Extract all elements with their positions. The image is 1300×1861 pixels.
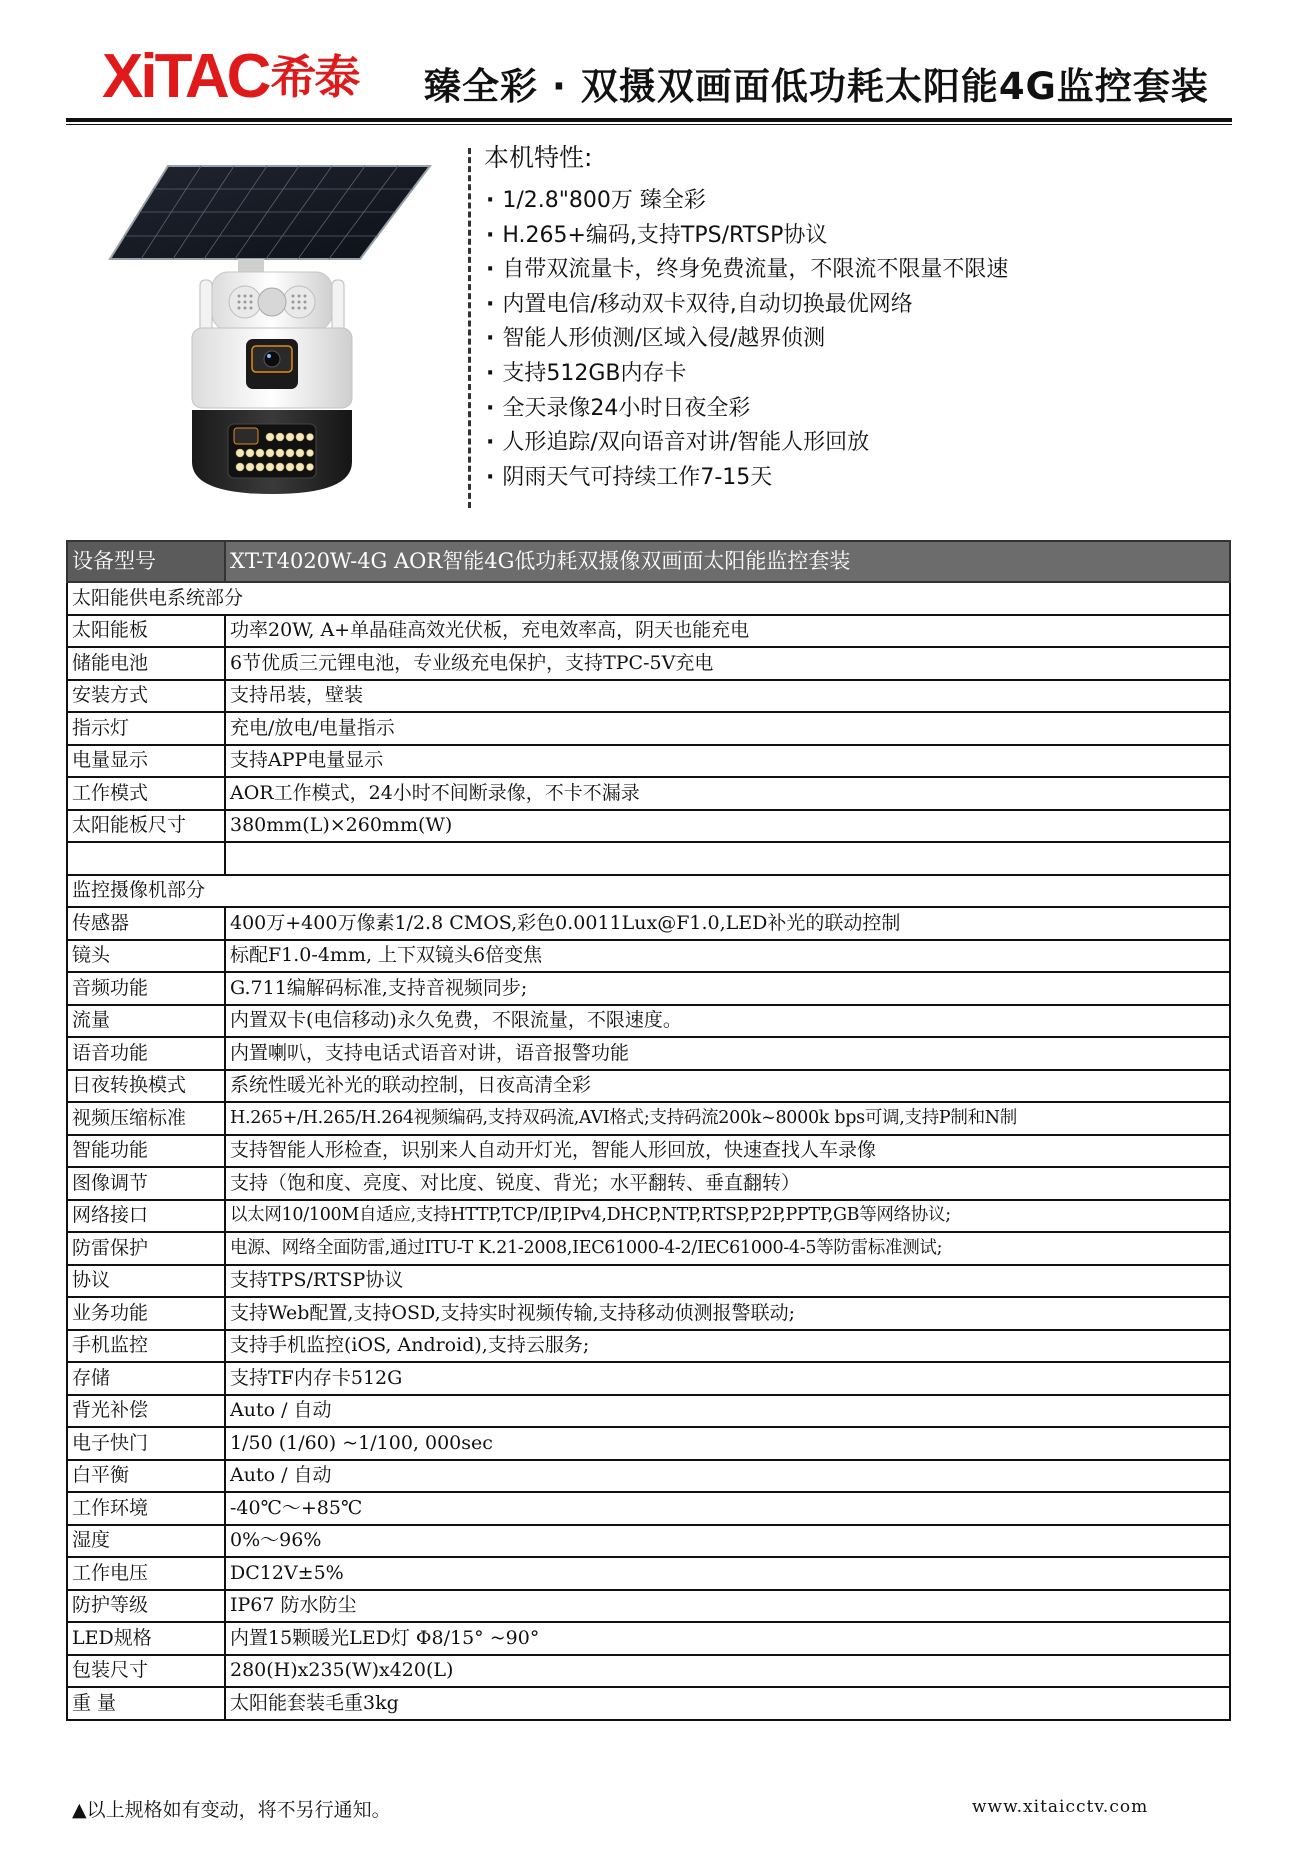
spec-label: LED规格 [67, 1622, 225, 1655]
feature-item: · 内置电信/移动双卡双待,自动切换最优网络 [484, 288, 1008, 323]
feature-item: · 全天录像24小时日夜全彩 [484, 392, 1008, 427]
spec-value: 功率20W, A+单晶硅高效光伏板，充电效率高，阴天也能充电 [225, 615, 1230, 648]
section-camera: 监控摄像机部分 [67, 875, 1230, 908]
spec-value: 系统性暖光补光的联动控制，日夜高清全彩 [225, 1070, 1230, 1103]
feature-item: · 支持512GB内存卡 [484, 357, 1008, 392]
disclaimer-note: ▲以上规格如有变动，将不另行通知。 [72, 1799, 391, 1821]
spec-label: 手机监控 [67, 1330, 225, 1363]
spec-value: 400万+400万像素1/2.8 CMOS,彩色0.0011Lux@F1.0,LED补光的联动控制 [225, 907, 1230, 940]
table-row [67, 1200, 1230, 1233]
table-row [67, 712, 1230, 745]
spec-value: 1/50 (1/60) ~1/100, 000sec [225, 1427, 1230, 1460]
features-panel [484, 138, 1008, 495]
table-row [67, 1330, 1230, 1363]
features-divider [468, 148, 471, 508]
table-row [67, 1460, 1230, 1493]
spec-label: 流量 [67, 1005, 225, 1038]
spec-value: 支持APP电量显示 [225, 745, 1230, 778]
spec-value: 6节优质三元锂电池，专业级充电保护，支持TPC-5V充电 [225, 647, 1230, 680]
spec-value: IP67 防水防尘 [225, 1590, 1230, 1623]
table-row [67, 1265, 1230, 1298]
spec-value: 支持TPS/RTSP协议 [225, 1265, 1230, 1298]
features-list [484, 184, 1008, 495]
spec-label: 电量显示 [67, 745, 225, 778]
model-value: XT-T4020W-4G AOR智能4G低功耗双摄像双画面太阳能监控套装 [225, 541, 1230, 582]
table-row [67, 745, 1230, 778]
spec-value: 以太网10/100M自适应,支持HTTP,TCP/IP,IPv4,DHCP,NTP,RTSP,P2P,PPTP,GB等网络协议; [225, 1200, 1230, 1233]
solar-panel [110, 166, 430, 259]
model-label: 设备型号 [67, 541, 225, 582]
spec-table [66, 540, 1231, 1721]
spec-label: 白平衡 [67, 1460, 225, 1493]
spec-label: 安装方式 [67, 680, 225, 713]
spec-value: 380mm(L)×260mm(W) [225, 810, 1230, 843]
logo-latin-text: XiTAC [102, 42, 269, 111]
empty-row [67, 842, 1230, 875]
spec-label: 视频压缩标准 [67, 1102, 225, 1135]
feature-item: · 智能人形侦测/区域入侵/越界侦测 [484, 322, 1008, 357]
table-row [67, 1167, 1230, 1200]
table-row [67, 1232, 1230, 1265]
table-row [67, 1297, 1230, 1330]
table-row [67, 1525, 1230, 1558]
spec-value: AOR工作模式，24小时不间断录像，不卡不漏录 [225, 777, 1230, 810]
table-row [67, 940, 1230, 973]
table-row [67, 1655, 1230, 1688]
spec-value: H.265+/H.265/H.264视频编码,支持双码流,AVI格式;支持码流200k~8000k bps可调,支持P制和N制 [225, 1102, 1230, 1135]
spec-value: 支持（饱和度、亮度、对比度、锐度、背光；水平翻转、垂直翻转） [225, 1167, 1230, 1200]
spec-label: 太阳能板 [67, 615, 225, 648]
section-row [67, 875, 1230, 908]
spec-label: 镜头 [67, 940, 225, 973]
spec-label: 传感器 [67, 907, 225, 940]
spec-value: 支持吊装，壁装 [225, 680, 1230, 713]
feature-item: · H.265+编码,支持TPS/RTSP协议 [484, 219, 1008, 254]
table-row [67, 1427, 1230, 1460]
spec-header-row [67, 541, 1230, 582]
spec-label: 防雷保护 [67, 1232, 225, 1265]
spec-label: 包装尺寸 [67, 1655, 225, 1688]
spec-value: 充电/放电/电量指示 [225, 712, 1230, 745]
spec-value: 标配F1.0-4mm, 上下双镜头6倍变焦 [225, 940, 1230, 973]
table-row [67, 1687, 1230, 1720]
table-row [67, 1590, 1230, 1623]
spec-label: 日夜转换模式 [67, 1070, 225, 1103]
spec-label: 存储 [67, 1362, 225, 1395]
table-row [67, 1622, 1230, 1655]
spec-value: G.711编解码标准,支持音视频同步; [225, 972, 1230, 1005]
spec-value: 280(H)x235(W)x420(L) [225, 1655, 1230, 1688]
section-row [67, 582, 1230, 615]
spec-label: 背光补偿 [67, 1395, 225, 1428]
table-row [67, 615, 1230, 648]
spec-value: DC12V±5% [225, 1557, 1230, 1590]
header-divider [66, 118, 1232, 122]
spec-label: 网络接口 [67, 1200, 225, 1233]
spec-label: 指示灯 [67, 712, 225, 745]
table-row [67, 1362, 1230, 1395]
table-row [67, 907, 1230, 940]
spec-label: 图像调节 [67, 1167, 225, 1200]
spec-label: 太阳能板尺寸 [67, 810, 225, 843]
spec-label: 协议 [67, 1265, 225, 1298]
table-row [67, 647, 1230, 680]
spec-value: Auto / 自动 [225, 1395, 1230, 1428]
feature-item: · 人形追踪/双向语音对讲/智能人形回放 [484, 426, 1008, 461]
header-divider-thin [66, 124, 1232, 125]
feature-item: · 自带双流量卡，终身免费流量，不限流不限量不限速 [484, 253, 1008, 288]
table-row [67, 680, 1230, 713]
spec-label: 业务功能 [67, 1297, 225, 1330]
spec-label: 工作电压 [67, 1557, 225, 1590]
spec-value: 支持智能人形检查，识别来人自动开灯光，智能人形回放，快速查找人车录像 [225, 1135, 1230, 1168]
spec-value: 0%～96% [225, 1525, 1230, 1558]
spec-label: 电子快门 [67, 1427, 225, 1460]
brand-logo [102, 42, 359, 111]
product-image [108, 162, 438, 497]
table-row [67, 810, 1230, 843]
page-title: 臻全彩 · 双摄双画面低功耗太阳能4G监控套装 [424, 65, 1209, 108]
spec-value: -40℃～+85℃ [225, 1492, 1230, 1525]
logo-cjk-text: 希泰 [270, 50, 359, 104]
spec-label: 重 量 [67, 1687, 225, 1720]
empty-cell [67, 842, 225, 875]
features-title: 本机特性: [484, 143, 593, 172]
table-row [67, 972, 1230, 1005]
table-row [67, 1005, 1230, 1038]
spec-label: 防护等级 [67, 1590, 225, 1623]
table-row [67, 1037, 1230, 1070]
spec-label: 音频功能 [67, 972, 225, 1005]
spec-label: 工作模式 [67, 777, 225, 810]
spec-value: 内置15颗暖光LED灯 Φ8/15° ~90° [225, 1622, 1230, 1655]
table-row [67, 1135, 1230, 1168]
spec-label: 语音功能 [67, 1037, 225, 1070]
empty-cell [225, 842, 1230, 875]
spec-value: 支持Web配置,支持OSD,支持实时视频传输,支持移动侦测报警联动; [225, 1297, 1230, 1330]
table-row [67, 1557, 1230, 1590]
table-row [67, 1395, 1230, 1428]
table-row [67, 777, 1230, 810]
section-solar: 太阳能供电系统部分 [67, 582, 1230, 615]
website-url: www.xitaicctv.com [972, 1797, 1149, 1817]
table-row [67, 1070, 1230, 1103]
spec-value: 内置喇叭，支持电话式语音对讲，语音报警功能 [225, 1037, 1230, 1070]
spec-value: 太阳能套装毛重3kg [225, 1687, 1230, 1720]
spec-value: 支持TF内存卡512G [225, 1362, 1230, 1395]
spec-label: 湿度 [67, 1525, 225, 1558]
spec-value: 内置双卡(电信移动)永久免费，不限流量，不限速度。 [225, 1005, 1230, 1038]
spec-label: 工作环境 [67, 1492, 225, 1525]
spec-value: 支持手机监控(iOS, Android),支持云服务; [225, 1330, 1230, 1363]
feature-item: · 1/2.8"800万 臻全彩 [484, 184, 1008, 219]
table-row [67, 1102, 1230, 1135]
spec-value: Auto / 自动 [225, 1460, 1230, 1493]
spec-label: 储能电池 [67, 647, 225, 680]
spec-value: 电源、网络全面防雷,通过ITU-T K.21-2008,IEC61000-4-2/IEC61000-4-5等防雷标准测试; [225, 1232, 1230, 1265]
spec-label: 智能功能 [67, 1135, 225, 1168]
feature-item: · 阴雨天气可持续工作7-15天 [484, 461, 1008, 496]
table-row [67, 1492, 1230, 1525]
